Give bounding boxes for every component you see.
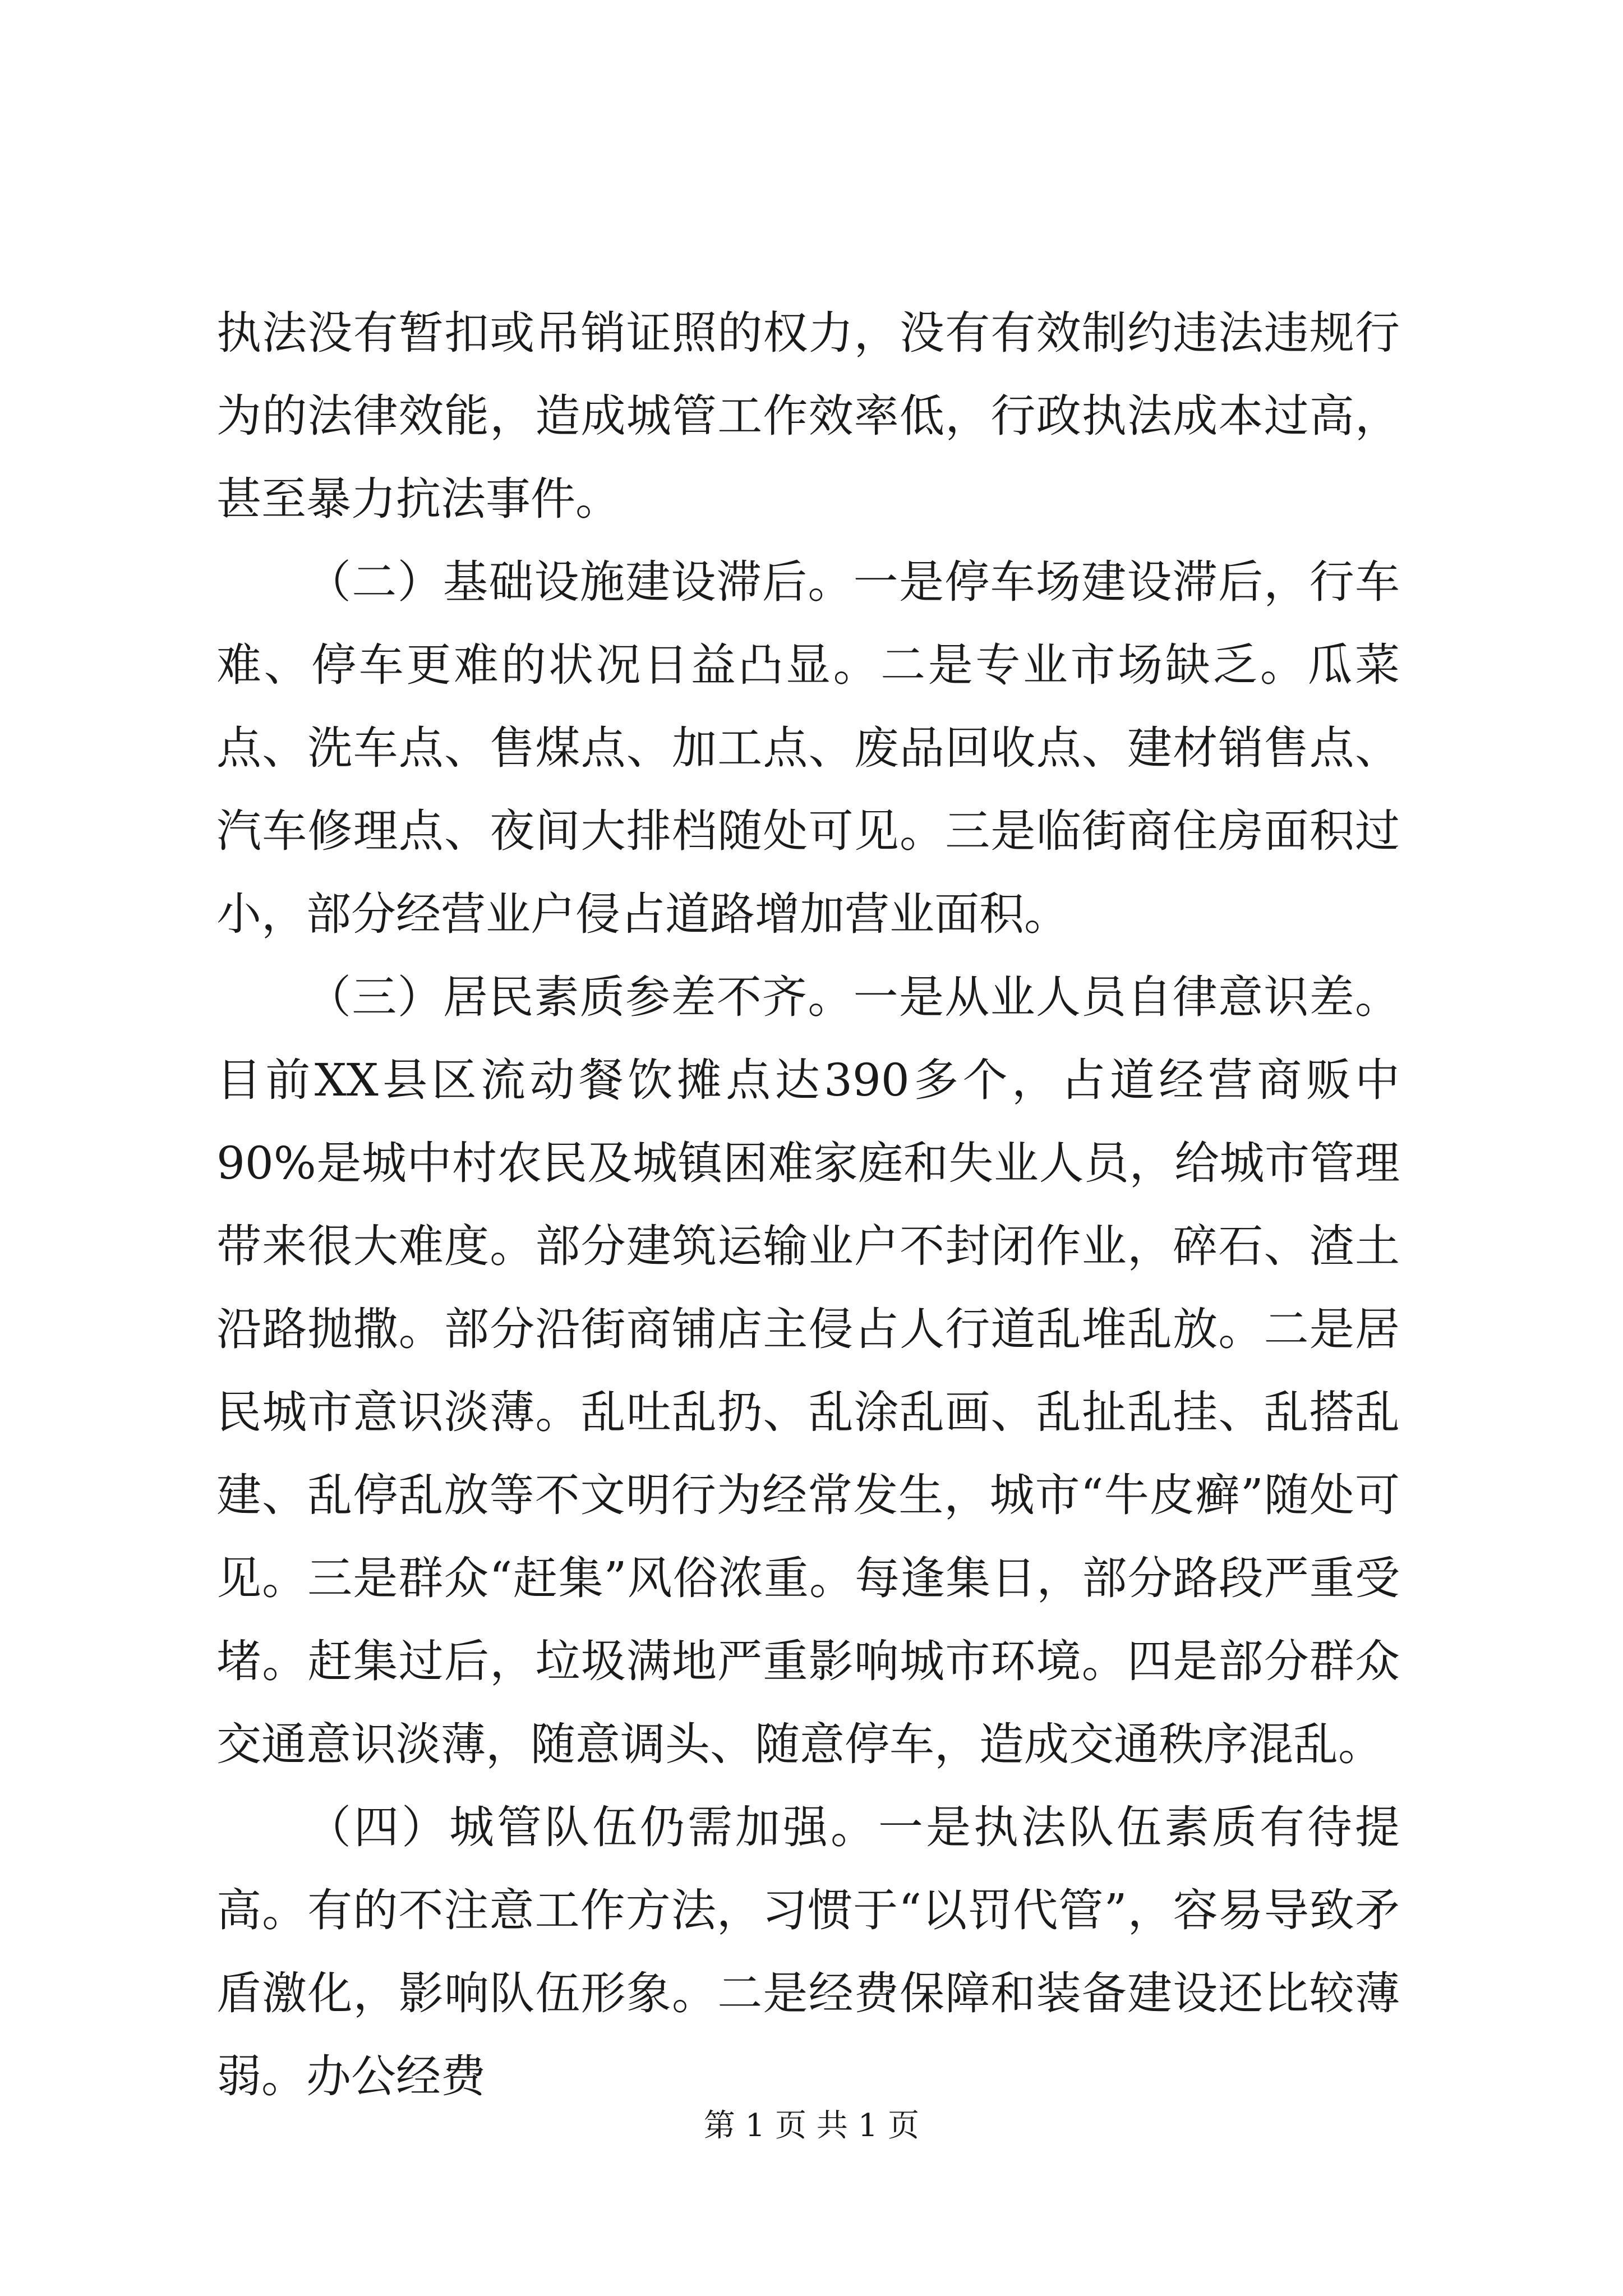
paragraph-continuation: 执法没有暂扣或吊销证照的权力，没有有效制约违法违规行为的法律效能，造成城管工作效率低，行政执法成本过高，甚至暴力抗法事件。 bbox=[216, 307, 1400, 525]
paragraph-infrastructure: （二）基础设施建设滞后。一是停车场建设滞后，行车难、停车更难的状况日益凸显。二是专业市场缺乏。瓜菜点、洗车点、售煤点、加工点、废品回收点、建材销售点、汽车修理点、夜间大排档随处可见。三是临街商住房面积过小，部分经营业户侵占道路增加营业面积。 bbox=[216, 556, 1400, 940]
paragraph-resident-quality: （三）居民素质参差不齐。一是从业人员自律意识差。目前XX县区流动餐饮摊点达390多个，占道经营商贩中90%是城中村农民及城镇困难家庭和失业人员，给城市管理带来很大难度。部分建筑运输业户不封闭作业，碎石、渣土沿路抛撒。部分沿街商铺店主侵占人行道乱堆乱放。二是居民城市意识淡薄。乱吐乱扔、乱涂乱画、乱扯乱挂、乱搭乱建、乱停乱放等不文明行为经常发生，城市“牛皮癣”随处可见。三是群众“赶集”风俗浓重。每逢集日，部分路段严重受堵。赶集过后，垃圾满地严重影响城市环境。四是部分群众交通意识淡薄，随意调头、随意停车，造成交通秩序混乱。 bbox=[216, 971, 1400, 1770]
page-footer: 第 1 页 共 1 页 bbox=[703, 2108, 920, 2144]
document-body bbox=[216, 292, 1400, 2118]
paragraph-urban-management-team: （四）城管队伍仍需加强。一是执法队伍素质有待提高。有的不注意工作方法，习惯于“以罚代管”，容易导致矛盾激化，影响队伍形象。二是经费保障和装备建设还比较薄弱。办公经费 bbox=[216, 1801, 1400, 2102]
